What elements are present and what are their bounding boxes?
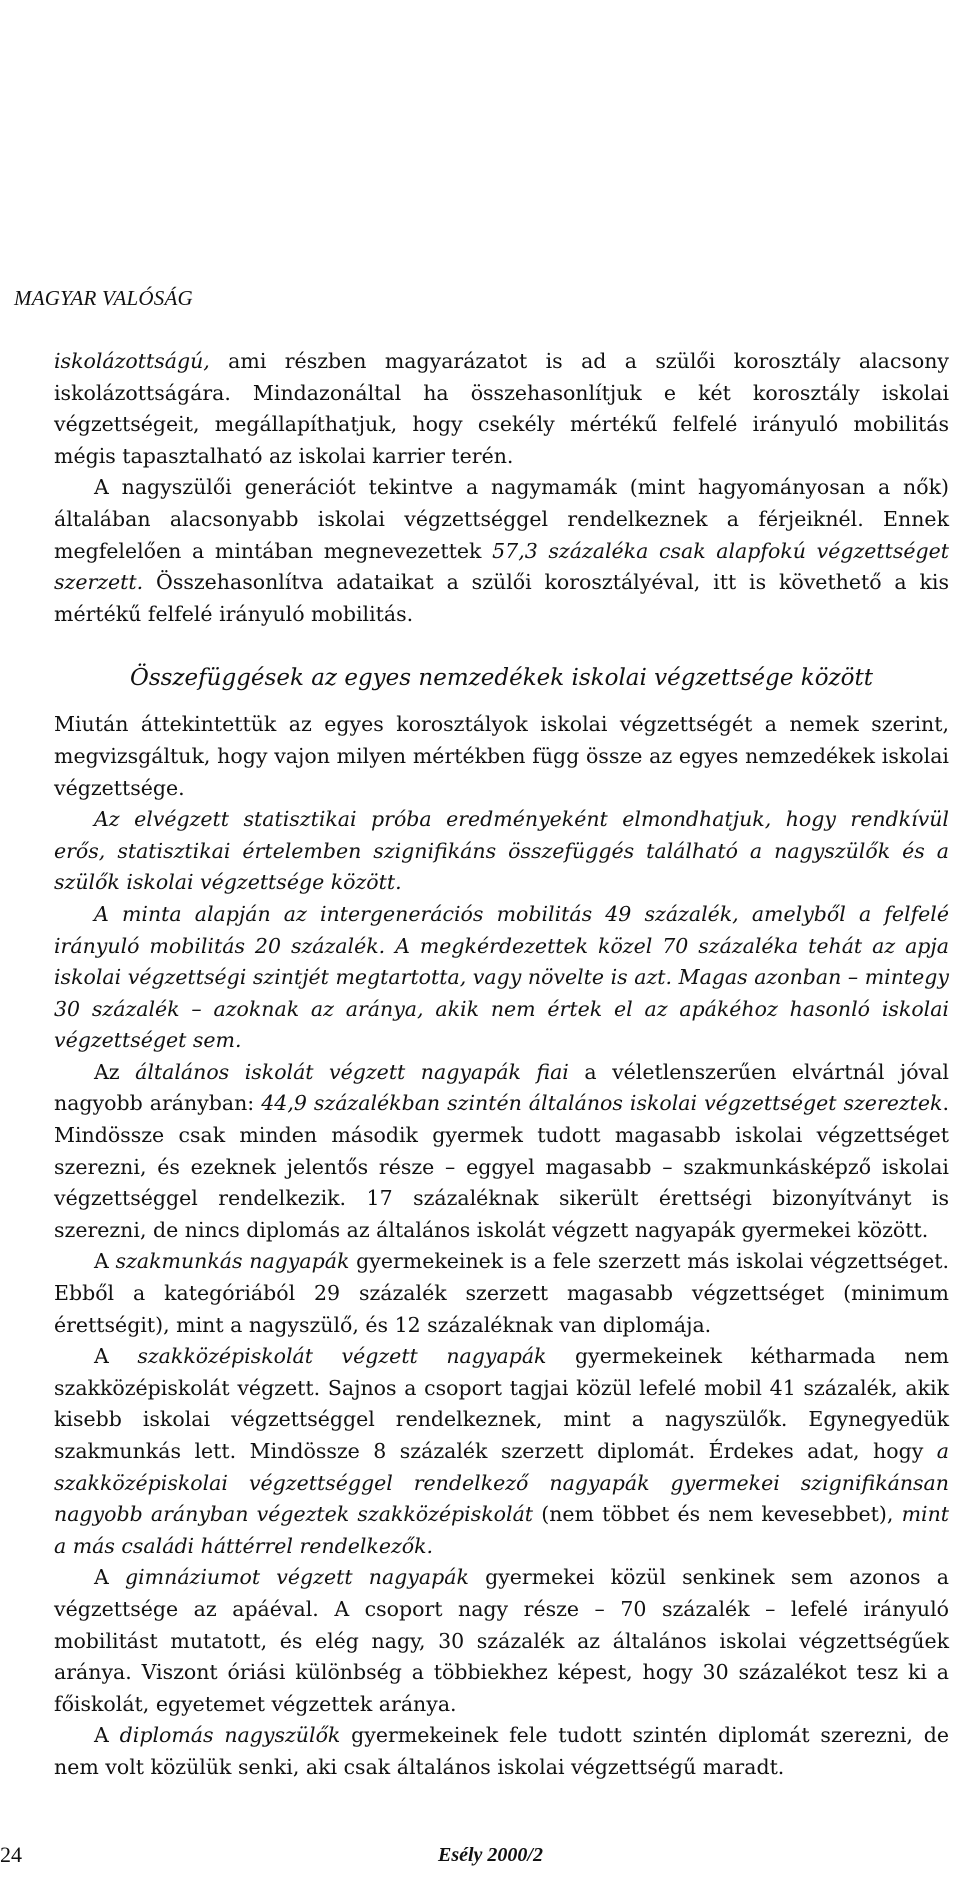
text-run: Az xyxy=(94,1059,136,1084)
text-run: a véletlenszerűen elvártnál jóval nagyobb arányban: xyxy=(54,1059,949,1116)
paragraph-4 xyxy=(54,804,949,899)
emphasis: A minta alapján az intergenerációs mobilitás 49 százalék, amelyből a felfelé irányuló mobilitás 20 százalék. A megkérdezettek közel 70 százaléka tehát az apja iskolai végzettségi szintjét megtartotta, vagy növelte is azt. Magas azonban – mintegy 30 százalék – azoknak az aránya, akik nem értek el az apákéhoz hasonló iskolai végzettséget sem. xyxy=(54,901,949,1053)
emphasis: szakközépiskolát végzett nagyapák xyxy=(137,1344,547,1369)
paragraph-8 xyxy=(54,1341,949,1562)
section-heading: Összefüggések az egyes nemzedékek iskolai végzettsége között xyxy=(129,665,874,692)
emphasis: 57,3 százaléka csak alapfokú végzettséget szerzett. xyxy=(54,538,949,595)
paragraph-7 xyxy=(54,1246,949,1341)
article-body xyxy=(54,346,949,1784)
paragraph-6 xyxy=(54,1057,949,1247)
emphasis: 44,9 százalékban szintén általános iskolai végzettséget szereztek xyxy=(261,1091,943,1116)
paragraph-3 xyxy=(54,709,949,804)
paragraph-1 xyxy=(54,346,949,472)
emphasis: szakmunkás nagyapák xyxy=(115,1249,350,1274)
text-run: ami részben magyarázatot is ad a szülői korosztály alacsony iskolázottságára. Mindazonáltal ha összehasonlítjuk e két korosztály iskolai végzettségeit, megállapíthatjuk, hogy csekély mértékű felfelé irányuló mobilitás mégis tapasztalható az iskolai karrier terén. xyxy=(54,349,949,468)
text-run: gyermekeinek is a fele szerzett más iskolai végzettséget. Ebből a kategóriából 29 százalék szerzett magasabb végzettséget (minimum érettségit), mint a nagyszülő, és 12 százaléknak van diplomája. xyxy=(54,1249,949,1337)
journal-name: Esély 2000/2 xyxy=(438,1844,543,1866)
emphasis: általános iskolát végzett nagyapák fiai xyxy=(135,1059,569,1084)
text-run: gyermekei közül senkinek sem azonos a végzettsége az apáéval. A csoport nagy része – 70 százalék – lefelé irányuló mobilitást mutatott, és elég nagy, 30 százalék az általános iskolai végzettségűek aránya. Viszont óriási különbség a többiekhez képest, hogy 30 százalékot tesz ki a főiskolát, egyetemet végzettek aránya. xyxy=(54,1565,949,1716)
text-run: . Mindössze csak minden második gyermek tudott magasabb iskolai végzettséget szerezni, és ezeknek jelentős része – eggyel magasabb – szakmunkásképző iskolai végzettséggel rendelkezik. 17 százaléknak sikerült érettségi bizonyítványt is szerezni, de nincs diplomás az általános iskolát végzett nagyapák gyermekei között. xyxy=(54,1091,949,1242)
paragraph-5 xyxy=(54,899,949,1057)
page-footer xyxy=(0,1842,960,1882)
emphasis: diplomás nagyszülők xyxy=(119,1723,341,1748)
paragraph-2 xyxy=(54,472,949,630)
emphasis: a szakközépiskolai végzettséggel rendelkező nagyapák gyermekei szignifikánsan nagyobb arányban végeztek szakközépiskolát xyxy=(54,1439,949,1527)
paragraph-9 xyxy=(54,1562,949,1720)
text-run: A xyxy=(94,1565,125,1590)
text-run: A xyxy=(94,1249,116,1274)
text-run: gyermekeinek fele tudott szintén diplomát szerezni, de nem volt közülük senki, aki csak általános iskolai végzettségű maradt. xyxy=(54,1723,949,1779)
text-run: Összehasonlítva adataikat a szülői korosztályéval, itt is követhető a kis mértékű felfelé irányuló mobilitás. xyxy=(54,570,949,626)
text-run: A xyxy=(94,1344,138,1369)
emphasis: iskolázottságú, xyxy=(54,349,210,373)
emphasis: mint a más családi háttérrel rendelkezők. xyxy=(54,1502,950,1558)
text-run: (nem többet és nem kevesebbet), xyxy=(533,1502,902,1527)
paragraph-10 xyxy=(54,1720,949,1783)
emphasis: gimnáziumot végzett nagyapák xyxy=(125,1565,469,1590)
text-run: gyermekeinek kétharmada nem szakközépiskolát végzett. Sajnos a csoport tagjai közül lefelé mobil 41 százalék, akik kisebb iskolai végzettséggel rendelkeznek, mint a nagyszülők. Egynegyedük szakmunkás lett. Mindössze 8 százalék szerzett diplomát. Érdekes adat, hogy xyxy=(54,1344,949,1463)
text-run: A nagyszülői generációt tekintve a nagymamák (mint hagyományosan a nők) általában alacsonyabb iskolai végzettséggel rendelkeznek a férjeiknél. Ennek megfelelően a mintában megnevezettek xyxy=(54,475,949,563)
running-title: MAGYAR VALÓSÁG xyxy=(14,286,193,310)
text-run: A xyxy=(94,1723,120,1748)
text-run: Miután áttekintettük az egyes korosztályok iskolai végzettségét a nemek szerint, megvizsgáltuk, hogy vajon milyen mértékben függ össze az egyes nemzedékek iskolai végzettsége. xyxy=(54,712,949,800)
page-number: 24 xyxy=(0,1842,22,1867)
emphasis: Az elvégzett statisztikai próba eredményeként elmondhatjuk, hogy rendkívül erős, statisztikai értelemben szignifikáns összefüggés található a nagyszülők és a szülők iskolai végzettsége között. xyxy=(54,807,949,895)
